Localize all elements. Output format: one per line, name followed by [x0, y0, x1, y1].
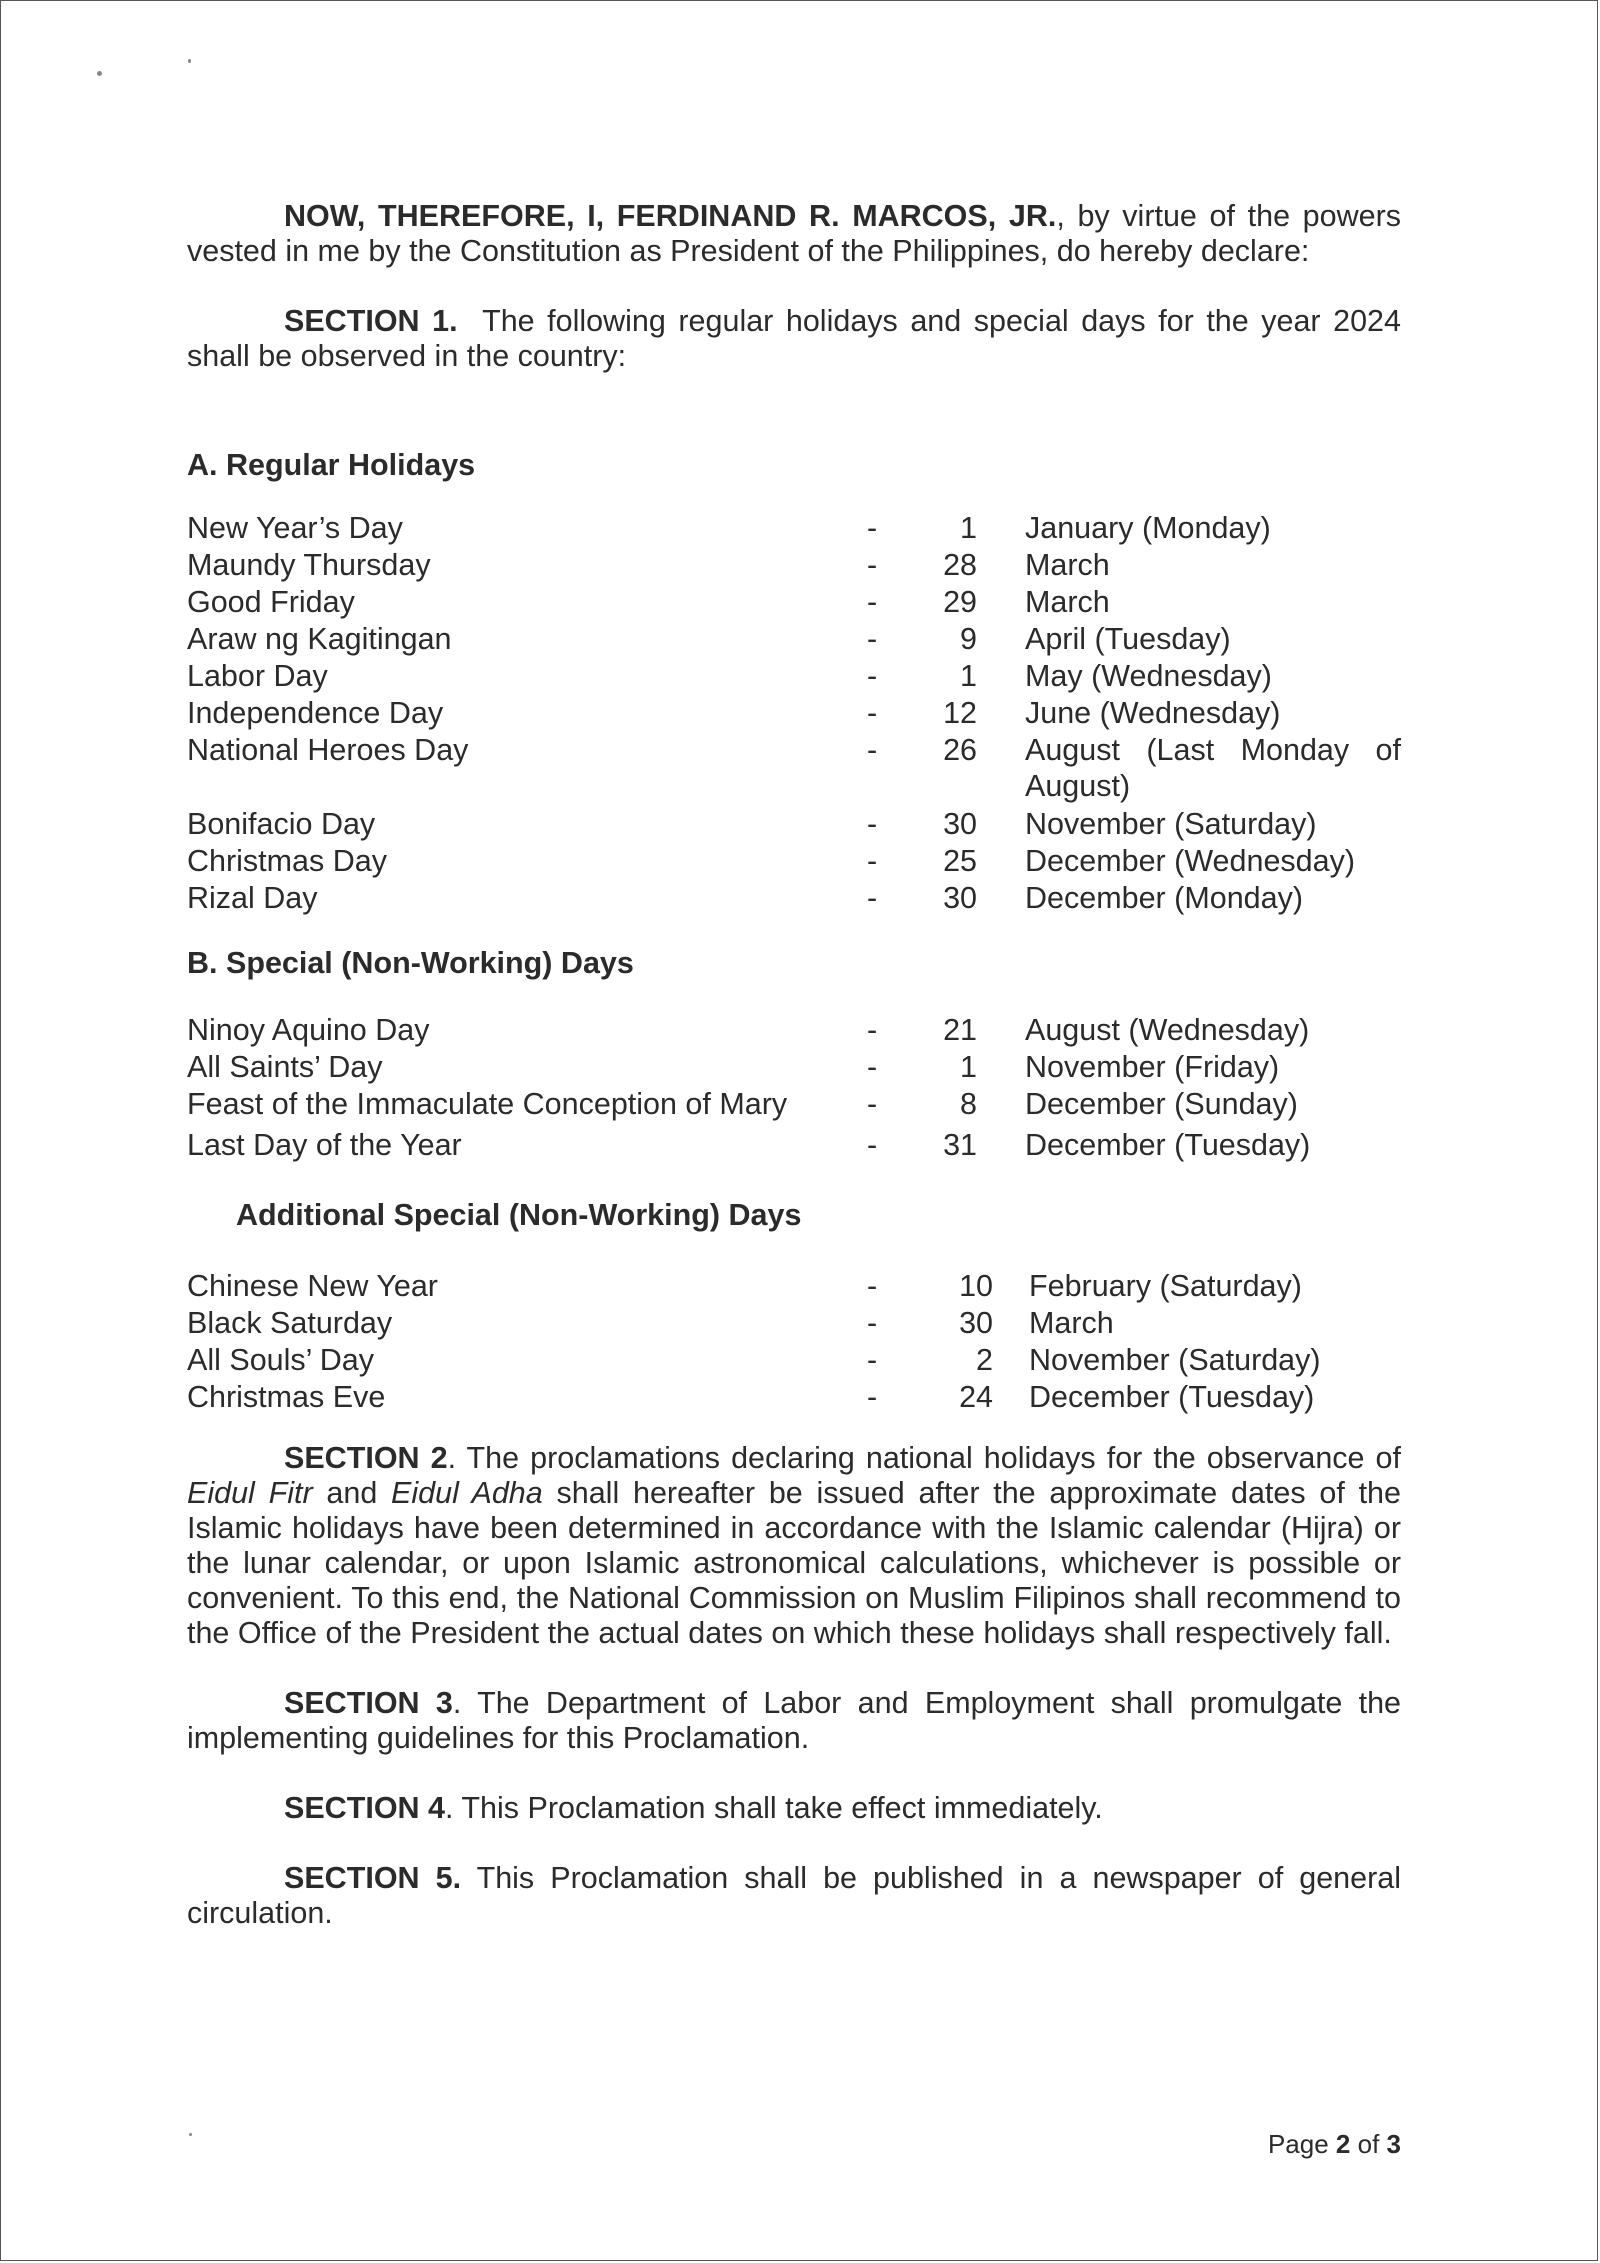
holiday-name: Feast of the Immaculate Conception of Mary [187, 1087, 788, 1121]
holiday-row [187, 1380, 1401, 1417]
holiday-date: December (Wednesday) [1025, 844, 1355, 878]
special-days-list [187, 1013, 1401, 1165]
section-5-text: This Proclamation shall be published in a newspaper of general circulation. [187, 1861, 1401, 1930]
regular-holidays-heading: A. Regular Holidays [187, 448, 476, 482]
holiday-row [187, 1269, 1401, 1306]
page-number [1161, 2129, 1401, 2160]
scan-speck [189, 2133, 192, 2136]
holiday-date: February (Saturday) [1029, 1269, 1302, 1303]
holiday-name: Araw ng Kagitingan [187, 622, 452, 656]
additional-special-days-heading: Additional Special (Non-Working) Days [236, 1198, 802, 1232]
holiday-day: 1 [960, 511, 977, 545]
special-days-heading: B. Special (Non-Working) Days [187, 946, 634, 980]
holiday-name: Rizal Day [187, 881, 318, 915]
section-2-text: . The proclamations declaring national holidays for the observance of [447, 1441, 1401, 1475]
holiday-date: December (Tuesday) [1025, 1128, 1311, 1162]
section-1-paragraph [187, 304, 1401, 374]
section-2-text: shall hereafter be issued after the approximate dates of the Islamic holidays have been determined in accordance with the Islamic calendar (Hijra) or the lunar calendar, or upon Islamic astronomical calculations, whichever is possible or convenient. To this end, the National Commission on Muslim Filipinos shall recommend to the Office of the President the actual dates on which these holidays shall respectively fall. [187, 1476, 1401, 1650]
holiday-dash: - [867, 1087, 878, 1121]
section-3-text: . The Department of Labor and Employment shall promulgate the implementing guidelines for this Proclamation. [187, 1686, 1401, 1755]
holiday-date: November (Saturday) [1025, 807, 1317, 841]
holiday-dash: - [867, 622, 878, 656]
president-name: NOW, THEREFORE, I, FERDINAND R. MARCOS, JR. [284, 199, 1057, 233]
holiday-row [187, 1306, 1401, 1343]
holiday-date: December (Monday) [1025, 881, 1303, 915]
holiday-date: November (Saturday) [1029, 1343, 1321, 1377]
holiday-day: 30 [959, 1306, 993, 1340]
holiday-dash: - [867, 548, 878, 582]
holiday-day: 2 [976, 1343, 993, 1377]
holiday-day: 26 [943, 733, 977, 767]
holiday-row [187, 881, 1401, 918]
holiday-day: 1 [960, 1050, 977, 1084]
regular-holidays-list [187, 511, 1401, 918]
holiday-date-continued: August) [1025, 769, 1131, 803]
holiday-day: 28 [943, 548, 977, 582]
holiday-date: August (Last Monday of [1025, 733, 1401, 767]
holiday-day: 12 [943, 696, 977, 730]
holiday-name: Ninoy Aquino Day [187, 1013, 430, 1047]
holiday-row [187, 585, 1401, 622]
section-4-paragraph [187, 1791, 1401, 1826]
holiday-name: Christmas Eve [187, 1380, 386, 1414]
holiday-dash: - [867, 585, 878, 619]
page-word: Page [1267, 2129, 1336, 2159]
section-1-text: The following regular holidays and special days for the year 2024 shall be observed in the country: [187, 304, 1401, 373]
holiday-dash: - [867, 807, 878, 841]
holiday-dash: - [867, 1380, 878, 1414]
holiday-day: 29 [943, 585, 977, 619]
holiday-row [187, 1050, 1401, 1087]
holiday-date: March [1029, 1306, 1114, 1340]
holiday-date: November (Friday) [1025, 1050, 1280, 1084]
holiday-date: December (Tuesday) [1029, 1380, 1315, 1414]
holiday-dash: - [867, 1343, 878, 1377]
holiday-date: April (Tuesday) [1025, 622, 1231, 656]
section-1-label: SECTION 1. [284, 304, 458, 338]
holiday-name: Good Friday [187, 585, 355, 619]
section-5-paragraph [187, 1861, 1401, 1931]
holiday-day: 9 [960, 622, 977, 656]
holiday-dash: - [867, 659, 878, 693]
holiday-dash: - [867, 1128, 878, 1162]
holiday-date: March [1025, 548, 1110, 582]
section-2-label: SECTION 2 [284, 1441, 448, 1475]
holiday-dash: - [867, 1269, 878, 1303]
section-4-text: . This Proclamation shall take effect immediately. [445, 1791, 1103, 1825]
holiday-name: Labor Day [187, 659, 328, 693]
total-pages: 3 [1386, 2129, 1401, 2159]
holiday-name: Maundy Thursday [187, 548, 431, 582]
holiday-row [187, 659, 1401, 696]
holiday-day: 24 [959, 1380, 993, 1414]
holiday-name: Bonifacio Day [187, 807, 376, 841]
additional-special-days-list [187, 1269, 1401, 1417]
eidul-adha: Eidul Adha [391, 1476, 543, 1510]
intro-text: , by virtue of the powers vested in me by the Constitution as President of the Philippines, do hereby declare: [187, 199, 1401, 268]
holiday-name: Black Saturday [187, 1306, 393, 1340]
holiday-day: 8 [960, 1087, 977, 1121]
holiday-date: August (Wednesday) [1025, 1013, 1310, 1047]
of-word: of [1350, 2129, 1387, 2159]
scan-speck [188, 59, 191, 63]
eidul-fitr: Eidul Fitr [187, 1476, 313, 1510]
section-4-label: SECTION 4 [284, 1791, 446, 1825]
holiday-row [187, 844, 1401, 881]
holiday-name: Chinese New Year [187, 1269, 438, 1303]
holiday-dash: - [867, 1306, 878, 1340]
holiday-day: 1 [960, 659, 977, 693]
section-3-paragraph [187, 1686, 1401, 1756]
intro-paragraph [187, 199, 1401, 269]
holiday-name: All Saints’ Day [187, 1050, 383, 1084]
holiday-row [187, 1087, 1401, 1128]
scan-speck [97, 71, 102, 76]
holiday-name: Independence Day [187, 696, 444, 730]
holiday-row [187, 1343, 1401, 1380]
holiday-date: May (Wednesday) [1025, 659, 1272, 693]
section-2-text: and [312, 1476, 392, 1510]
holiday-row [187, 548, 1401, 585]
holiday-name: All Souls’ Day [187, 1343, 375, 1377]
holiday-day: 25 [943, 844, 977, 878]
holiday-name: National Heroes Day [187, 733, 469, 767]
holiday-dash: - [867, 733, 878, 767]
holiday-dash: - [867, 1050, 878, 1084]
holiday-row [187, 1128, 1401, 1165]
holiday-row [187, 622, 1401, 659]
current-page: 2 [1335, 2129, 1351, 2159]
holiday-row [187, 807, 1401, 844]
holiday-dash: - [867, 511, 878, 545]
holiday-date: March [1025, 585, 1110, 619]
holiday-dash: - [867, 1013, 878, 1047]
holiday-date: December (Sunday) [1025, 1087, 1298, 1121]
holiday-dash: - [867, 881, 878, 915]
holiday-row [187, 733, 1401, 807]
holiday-day: 31 [943, 1128, 977, 1162]
holiday-day: 10 [959, 1269, 993, 1303]
holiday-name: New Year’s Day [187, 511, 403, 545]
holiday-dash: - [867, 696, 878, 730]
holiday-day: 30 [943, 881, 977, 915]
document-body [187, 199, 1401, 1931]
holiday-day: 21 [943, 1013, 977, 1047]
section-3-label: SECTION 3 [284, 1686, 453, 1720]
holiday-name: Christmas Day [187, 844, 387, 878]
holiday-date: January (Monday) [1025, 511, 1271, 545]
section-5-label: SECTION 5. [284, 1861, 462, 1895]
holiday-row [187, 511, 1401, 548]
holiday-row [187, 696, 1401, 733]
holiday-dash: - [867, 844, 878, 878]
section-2-paragraph [187, 1441, 1401, 1651]
holiday-name: Last Day of the Year [187, 1128, 462, 1162]
holiday-date: June (Wednesday) [1025, 696, 1281, 730]
holiday-day: 30 [943, 807, 977, 841]
holiday-row [187, 1013, 1401, 1050]
